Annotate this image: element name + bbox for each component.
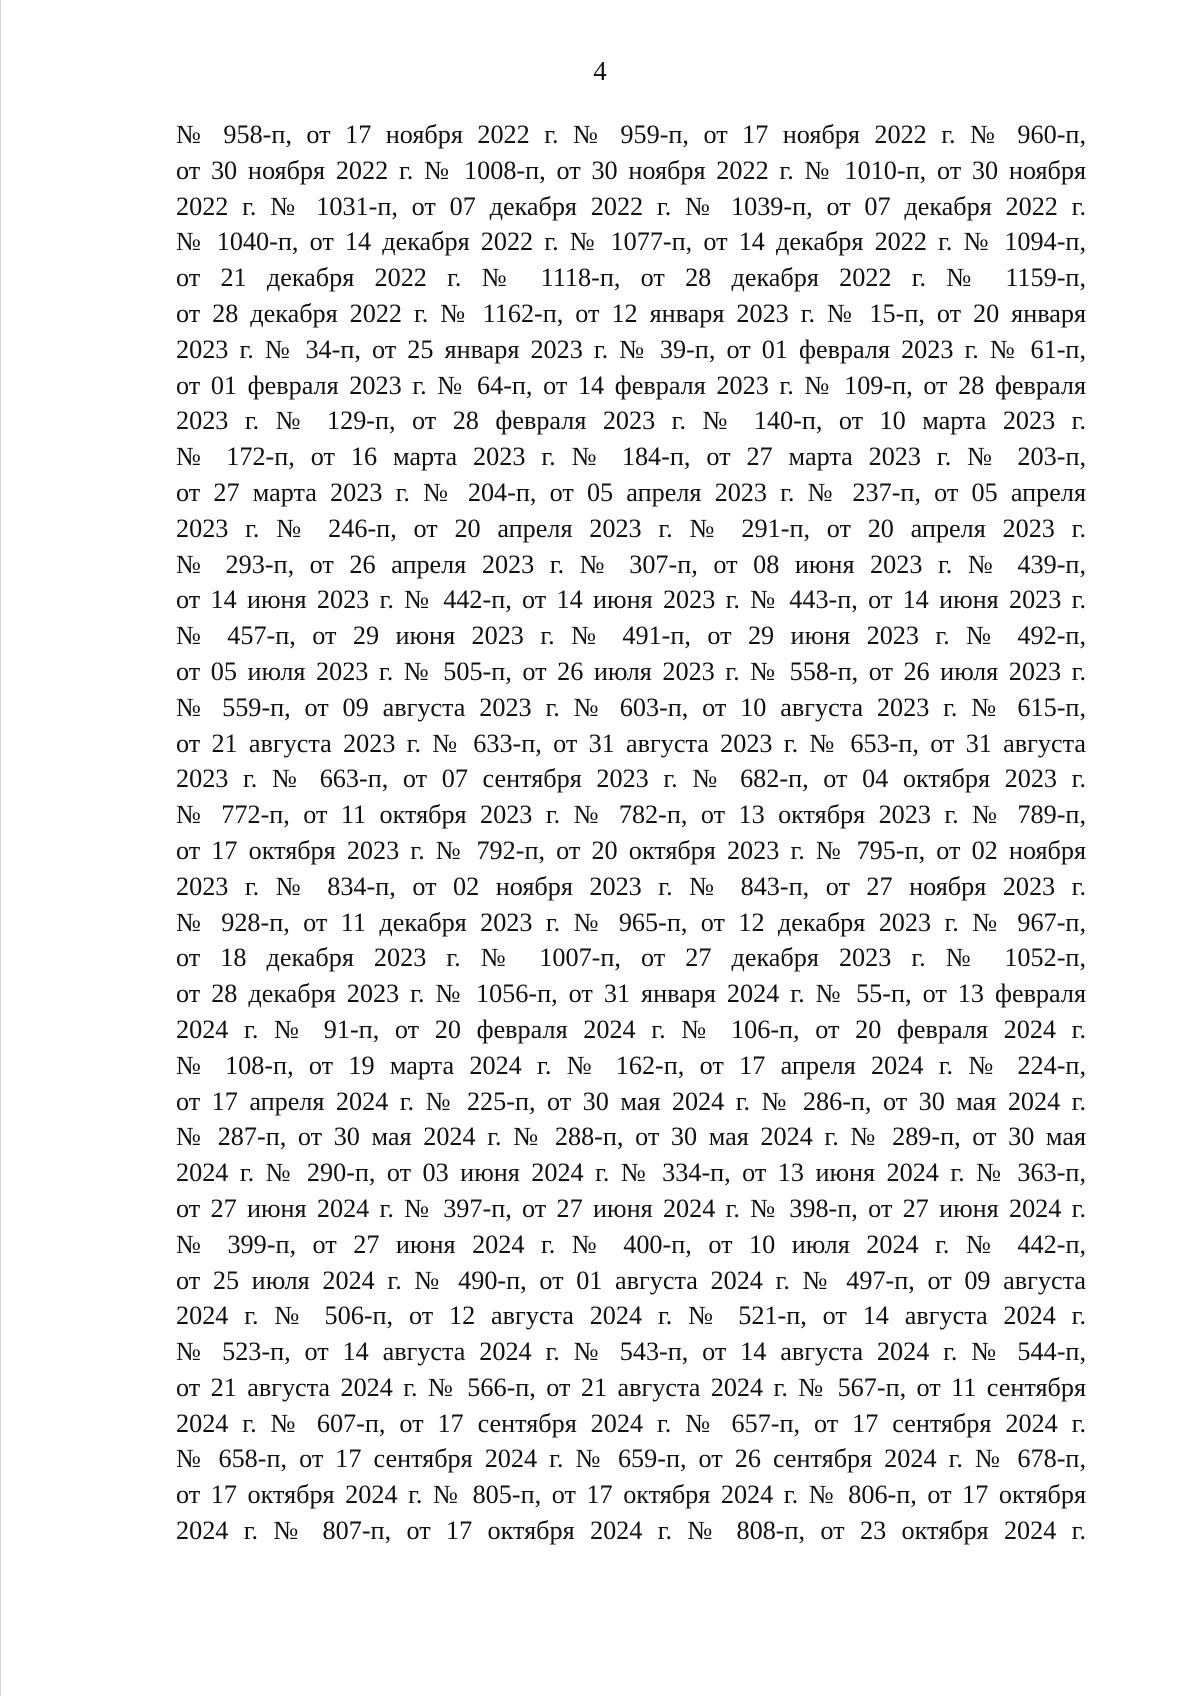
text-line: № 559-п, от 09 августа 2023 г. № 603-п, от 10 августа 2023 г. № 615-п, xyxy=(176,692,1086,722)
text-line: 2023 г. № 34-п, от 25 января 2023 г. № 39-п, от 01 февраля 2023 г. № 61-п, xyxy=(176,334,1086,364)
text-line: 2023 г. № 663-п, от 07 сентября 2023 г. № 682-п, от 04 октября 2023 г. xyxy=(176,764,1086,794)
text-line: от 18 декабря 2023 г. № 1007-п, от 27 декабря 2023 г. № 1052-п, xyxy=(176,943,1086,973)
text-line: № 457-п, от 29 июня 2023 г. № 491-п, от 29 июня 2023 г. № 492-п, xyxy=(176,621,1086,651)
text-line: 2023 г. № 834-п, от 02 ноября 2023 г. № 843-п, от 27 ноября 2023 г. xyxy=(176,871,1086,901)
text-line: 2022 г. № 1031-п, от 07 декабря 2022 г. № 1039-п, от 07 декабря 2022 г. xyxy=(176,191,1086,221)
text-line: № 287-п, от 30 мая 2024 г. № 288-п, от 30 мая 2024 г. № 289-п, от 30 мая xyxy=(176,1122,1086,1152)
text-line: от 27 марта 2023 г. № 204-п, от 05 апреля 2023 г. № 237-п, от 05 апреля xyxy=(176,477,1086,507)
text-line: 2023 г. № 129-п, от 28 февраля 2023 г. № 140-п, от 10 марта 2023 г. xyxy=(176,406,1086,436)
text-line: от 27 июня 2024 г. № 397-п, от 27 июня 2024 г. № 398-п, от 27 июня 2024 г. xyxy=(176,1193,1086,1223)
scan-edge-left xyxy=(0,0,1,1696)
text-line: от 17 октября 2024 г. № 805-п, от 17 октября 2024 г. № 806-п, от 17 октября xyxy=(176,1480,1086,1510)
text-line: № 928-п, от 11 декабря 2023 г. № 965-п, от 12 декабря 2023 г. № 967-п, xyxy=(176,907,1086,937)
body-text xyxy=(176,117,1086,1549)
text-line: от 17 октября 2023 г. № 792-п, от 20 октября 2023 г. № 795-п, от 02 ноября xyxy=(176,835,1086,865)
text-line: № 293-п, от 26 апреля 2023 г. № 307-п, от 08 июня 2023 г. № 439-п, xyxy=(176,549,1086,579)
text-line: 2024 г. № 506-п, от 12 августа 2024 г. № 521-п, от 14 августа 2024 г. xyxy=(176,1301,1086,1331)
text-line: № 772-п, от 11 октября 2023 г. № 782-п, от 13 октября 2023 г. № 789-п, xyxy=(176,800,1086,830)
text-line: 2024 г. № 607-п, от 17 сентября 2024 г. № 657-п, от 17 сентября 2024 г. xyxy=(176,1408,1086,1438)
text-line: № 108-п, от 19 марта 2024 г. № 162-п, от 17 апреля 2024 г. № 224-п, xyxy=(176,1050,1086,1080)
text-line: от 30 ноября 2022 г. № 1008-п, от 30 ноября 2022 г. № 1010-п, от 30 ноября xyxy=(176,155,1086,185)
text-line: от 21 августа 2024 г. № 566-п, от 21 августа 2024 г. № 567-п, от 11 сентября xyxy=(176,1372,1086,1402)
text-line: № 1040-п, от 14 декабря 2022 г. № 1077-п, от 14 декабря 2022 г. № 1094-п, xyxy=(176,227,1086,257)
text-line: от 28 декабря 2022 г. № 1162-п, от 12 января 2023 г. № 15-п, от 20 января xyxy=(176,298,1086,328)
text-line: 2024 г. № 91-п, от 20 февраля 2024 г. № 106-п, от 20 февраля 2024 г. xyxy=(176,1014,1086,1044)
text-line: 2024 г. № 807-п, от 17 октября 2024 г. № 808-п, от 23 октября 2024 г. xyxy=(176,1516,1086,1546)
text-line: 2024 г. № 290-п, от 03 июня 2024 г. № 334-п, от 13 июня 2024 г. № 363-п, xyxy=(176,1158,1086,1188)
text-line: 2023 г. № 246-п, от 20 апреля 2023 г. № 291-п, от 20 апреля 2023 г. xyxy=(176,513,1086,543)
text-line: от 21 декабря 2022 г. № 1118-п, от 28 декабря 2022 г. № 1159-п, xyxy=(176,263,1086,293)
text-line: от 28 декабря 2023 г. № 1056-п, от 31 января 2024 г. № 55-п, от 13 февраля xyxy=(176,979,1086,1009)
text-line: от 14 июня 2023 г. № 442-п, от 14 июня 2023 г. № 443-п, от 14 июня 2023 г. xyxy=(176,585,1086,615)
text-line: от 25 июля 2024 г. № 490-п, от 01 августа 2024 г. № 497-п, от 09 августа xyxy=(176,1265,1086,1295)
text-line: № 523-п, от 14 августа 2024 г. № 543-п, от 14 августа 2024 г. № 544-п, xyxy=(176,1337,1086,1367)
text-line: от 05 июля 2023 г. № 505-п, от 26 июля 2023 г. № 558-п, от 26 июля 2023 г. xyxy=(176,656,1086,686)
text-line: от 21 августа 2023 г. № 633-п, от 31 августа 2023 г. № 653-п, от 31 августа xyxy=(176,728,1086,758)
page-number: 4 xyxy=(593,56,607,86)
text-line: № 658-п, от 17 сентября 2024 г. № 659-п, от 26 сентября 2024 г. № 678-п, xyxy=(176,1444,1086,1474)
text-line: № 958-п, от 17 ноября 2022 г. № 959-п, от 17 ноября 2022 г. № 960-п, xyxy=(176,120,1086,149)
text-line: от 17 апреля 2024 г. № 225-п, от 30 мая 2024 г. № 286-п, от 30 мая 2024 г. xyxy=(176,1086,1086,1116)
text-line: № 399-п, от 27 июня 2024 г. № 400-п, от 10 июля 2024 г. № 442-п, xyxy=(176,1229,1086,1259)
text-line: от 01 февраля 2023 г. № 64-п, от 14 февраля 2023 г. № 109-п, от 28 февраля xyxy=(176,370,1086,400)
text-line: № 172-п, от 16 марта 2023 г. № 184-п, от 27 марта 2023 г. № 203-п, xyxy=(176,442,1086,472)
